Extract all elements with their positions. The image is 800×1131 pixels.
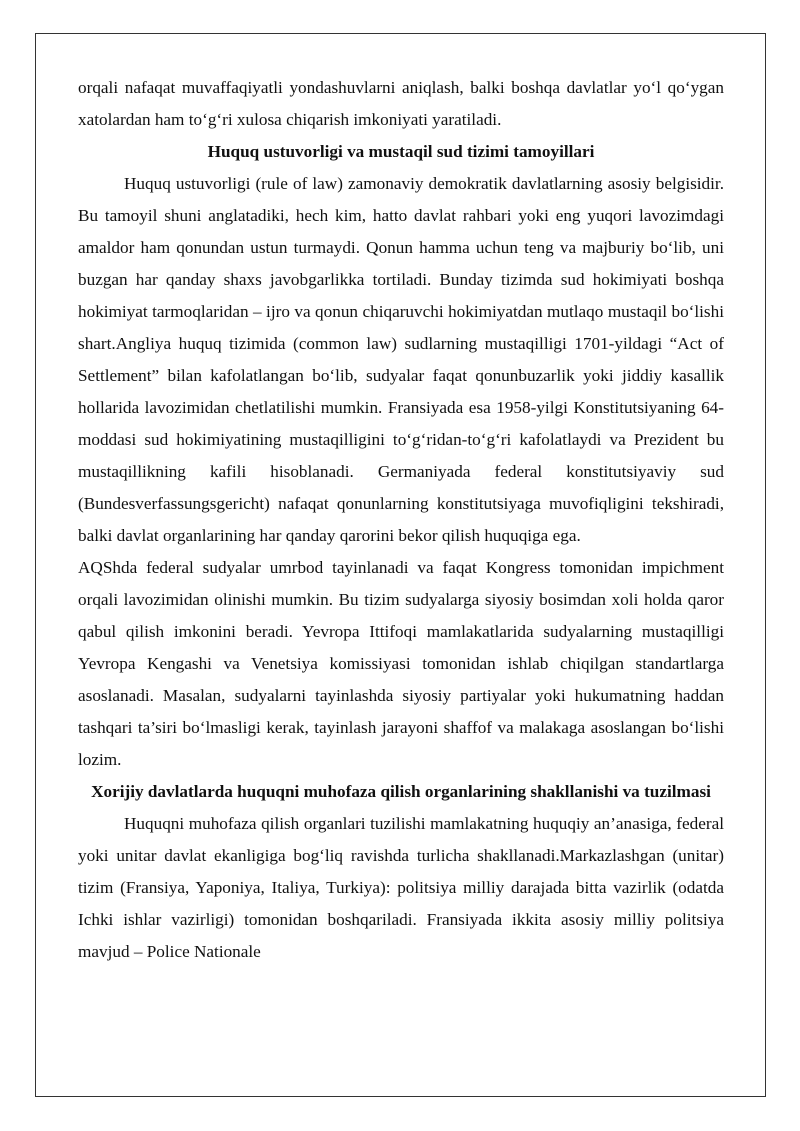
section-heading-law-enforcement: Xorijiy davlatlarda huquqni muhofaza qilish organlarining shakllanishi va tuzilmasi <box>91 782 711 801</box>
document-body <box>78 72 724 968</box>
section-heading-rule-of-law: Huquq ustuvorligi va mustaqil sud tizimi tamoyillari <box>207 142 595 161</box>
paragraph-law-enforcement: Huquqni muhofaza qilish organlari tuzilishi mamlakatning huquqiy an’anasiga, federal yoki unitar davlat ekanligiga bog‘liq ravishda turlicha shakllanadi.Markazlashgan (unitar) tizim (Fransiya, Yaponiya, Italiya, Turkiya): politsiya milliy darajada bitta vazirlik (odatda Ichki ishlar vazirligi) tomonidan boshqariladi. Fransiyada ikkita asosiy milliy politsiya mavjud – Police Nationale <box>78 814 724 961</box>
paragraph-rule-of-law: Huquq ustuvorligi (rule of law) zamonaviy demokratik davlatlarning asosiy belgisidir. Bu tamoyil shuni anglatadiki, hech kim, hatto davlat rahbari yoki eng yuqori lavozimdagi amaldor ham qonundan ustun turmaydi. Qonun hamma uchun teng va majburiy bo‘lib, uni buzgan har qanday shaxs javobgarlikka tortiladi. Bunday tizimda sud hokimiyati boshqa hokimiyat tarmoqlaridan – ijro va qonun chiqaruvchi hokimiyatdan mutlaqo mustaqil bo‘lishi shart.Angliya huquq tizimida (common law) sudlarning mustaqilligi 1701-yildagi “Act of Settlement” bilan kafolatlangan bo‘lib, sudyalar faqat qonunbuzarlik yoki jiddiy kasallik hollarida lavozimidan chetlatilishi mumkin. Fransiyada esa 1958-yilgi Konstitutsiyaning 64-moddasi sud hokimiyatining mustaqilligini to‘g‘ridan-to‘g‘ri kafolatlaydi va Prezident bu mustaqillikning kafili hisoblanadi. Germaniyada federal konstitutsiyaviy sud (Bundesverfassungsgericht) nafaqat qonunlarning konstitutsiyaga muvofiqligini tekshiradi, balki davlat organlarining har qanday qarorini bekor qilish huquqiga ega. <box>78 174 724 545</box>
paragraph-continuation: orqali nafaqat muvaffaqiyatli yondashuvlarni aniqlash, balki boshqa davlatlar yo‘l qo‘ygan xatolardan ham to‘g‘ri xulosa chiqarish imkoniyati yaratiladi. <box>78 78 724 129</box>
paragraph-usa-eu-judges: AQShda federal sudyalar umrbod tayinlanadi va faqat Kongress tomonidan impichment orqali lavozimidan olinishi mumkin. Bu tizim sudyalarga siyosiy bosimdan xoli holda qaror qabul qilish imkonini beradi. Yevropa Ittifoqi mamlakatlarida sudyalarning mustaqilligi Yevropa Kengashi va Venetsiya komissiyasi tomonidan ishlab chiqilgan standartlarga asoslanadi. Masalan, sudyalarni tayinlashda siyosiy partiyalar yoki hukumatning haddan tashqari ta’siri bo‘lmasligi kerak, tayinlash jarayoni shaffof va malakaga asoslangan bo‘lishi lozim. <box>78 558 724 769</box>
